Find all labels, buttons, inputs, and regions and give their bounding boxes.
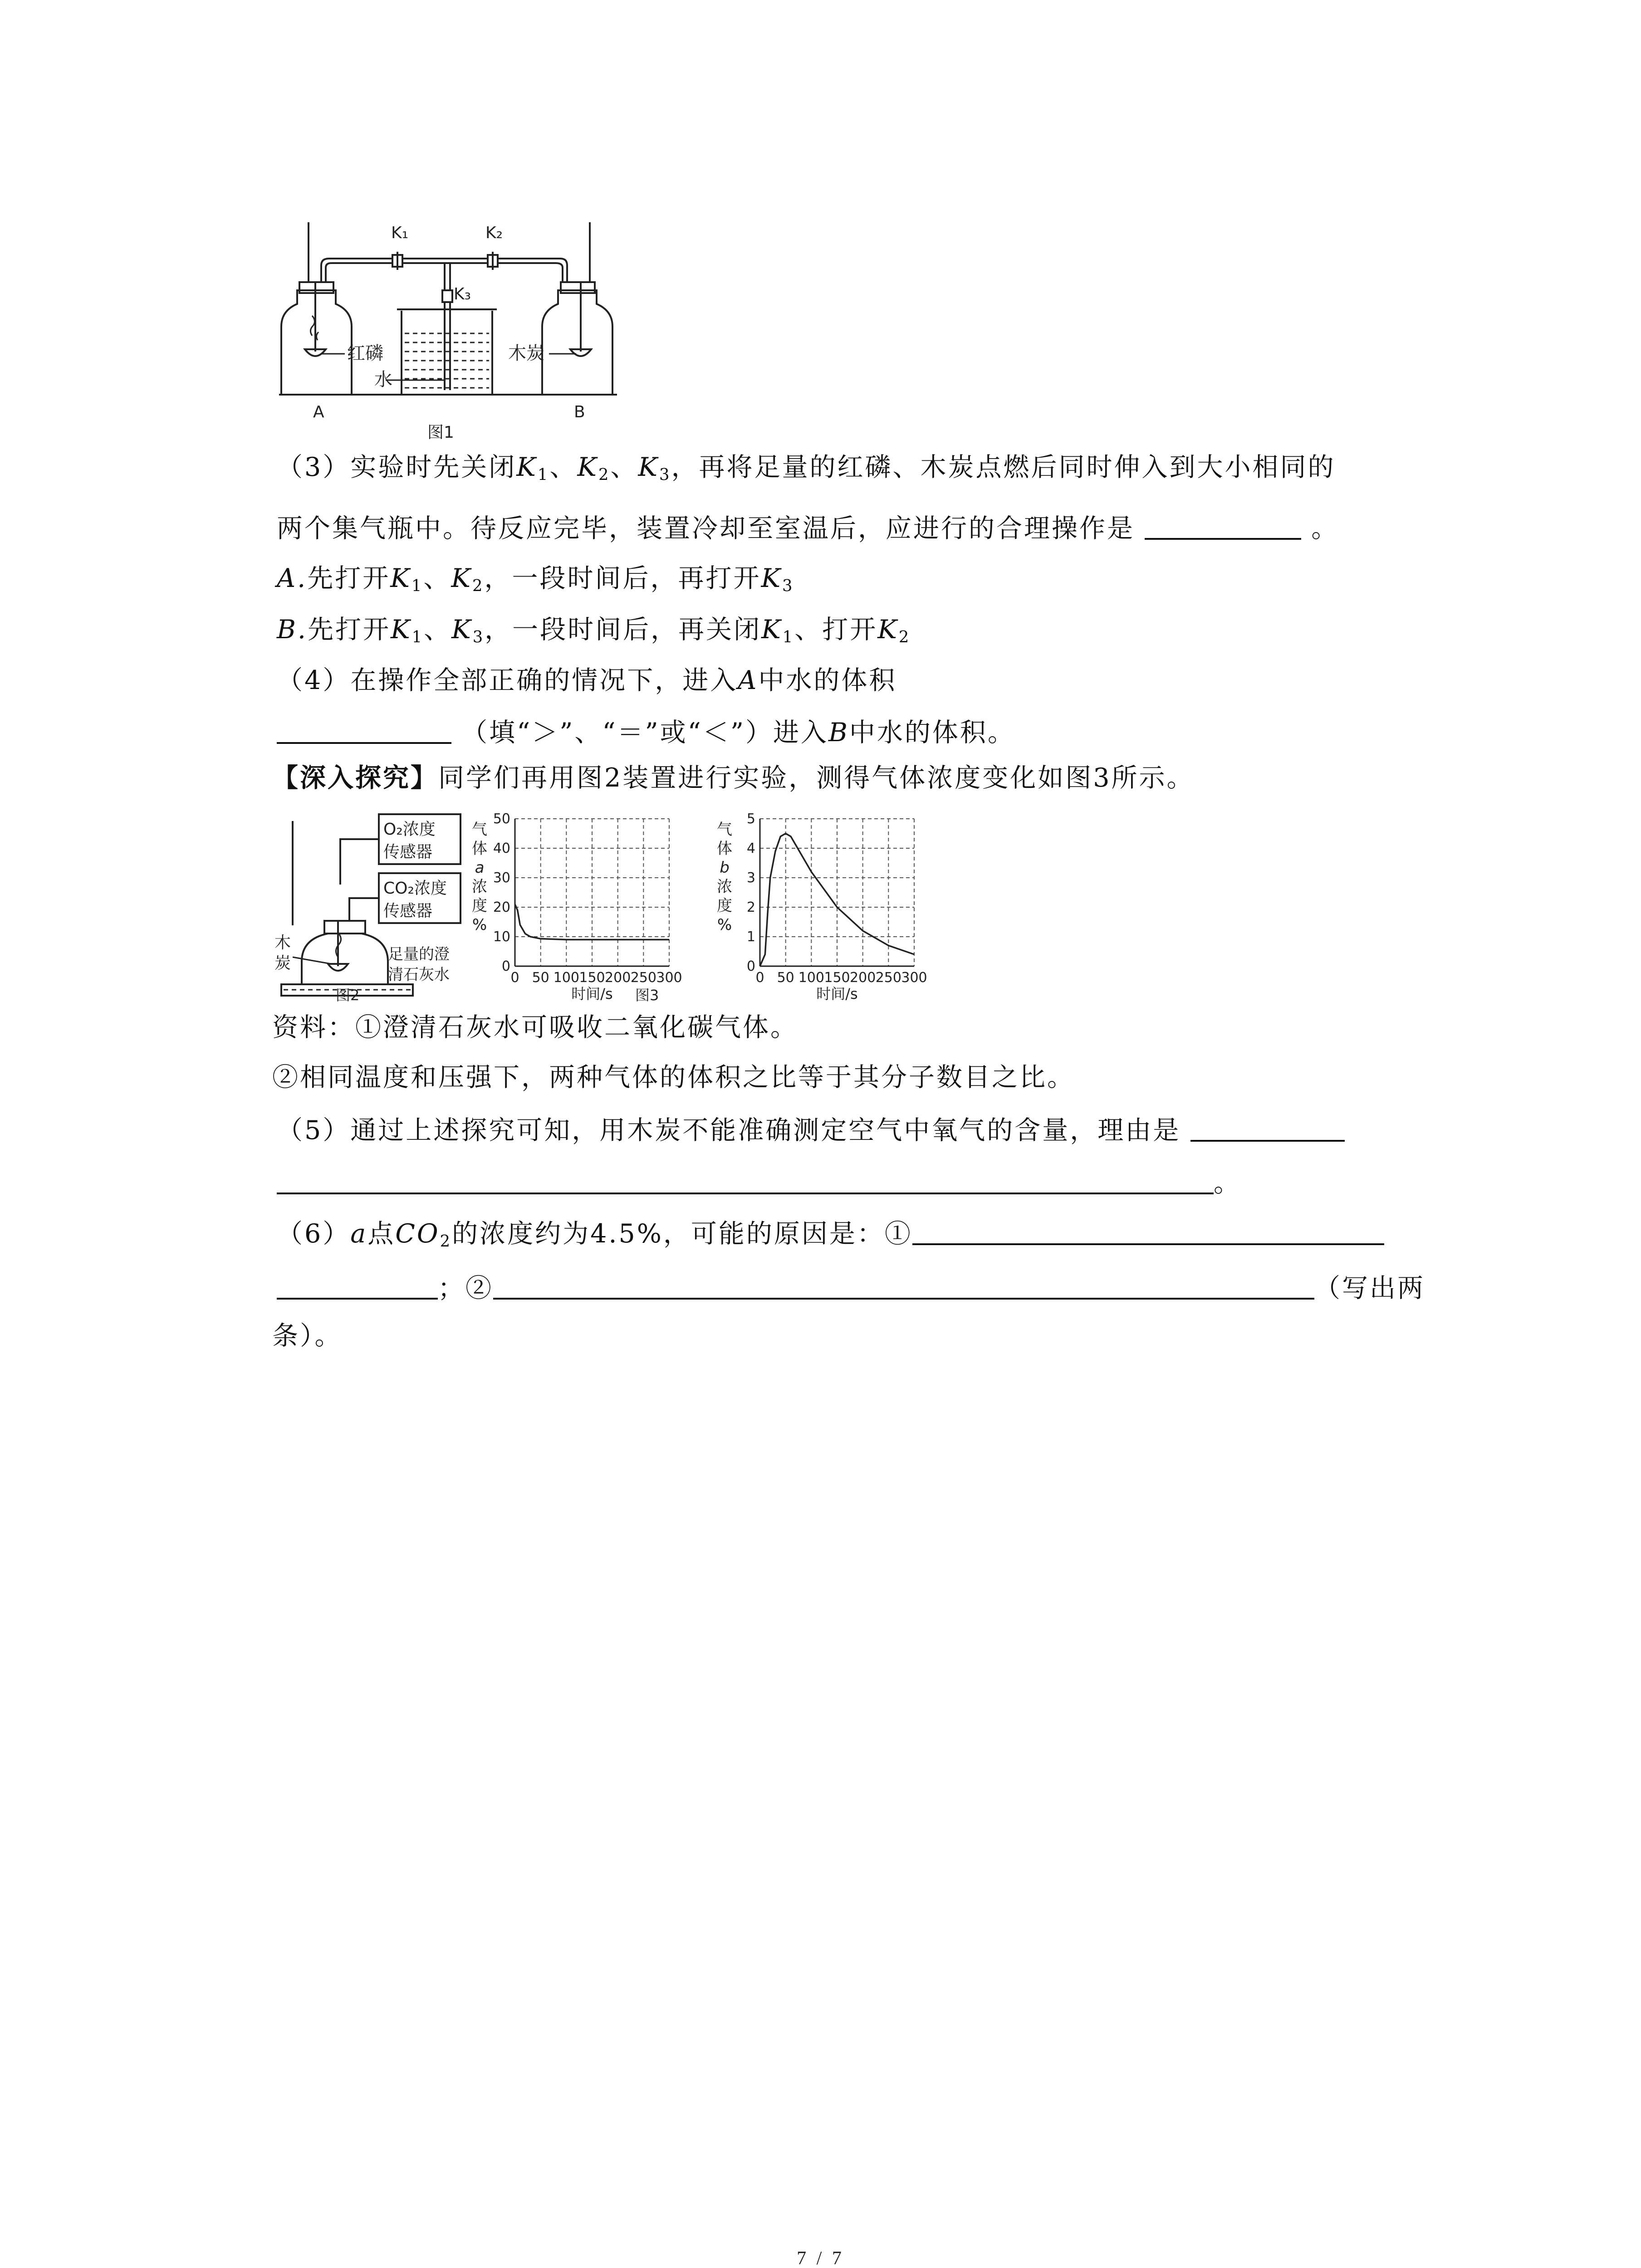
y-tick-label: 0 [501,958,510,974]
q6-text: （写出两 [1314,1273,1425,1303]
sep: 、 [549,452,578,482]
q4-line-1 [277,662,896,699]
k3-sub: 3 [782,576,794,595]
info-text-1: 资料：①澄清石灰水可吸收二氧化碳气体。 [272,1012,798,1042]
k2-var: K [451,563,472,593]
sep: 、 [423,563,451,593]
q5-answer-blank-1[interactable] [1190,1115,1345,1142]
y-tick-label: 5 [746,812,755,827]
info-line-2 [272,1059,1075,1095]
y-axis-label-char: a [475,859,485,877]
y-tick-label: 3 [746,870,755,886]
bottle-b-var: B [828,718,849,748]
y-axis-label-char: 浓 [472,878,487,896]
figure-2-caption: 图2 [336,987,360,1002]
water-label: 水 [374,369,392,390]
bottle-b [542,290,612,395]
option-a-text: 先打开 [307,563,391,593]
k2-var: K [877,615,899,645]
k1-sub: 1 [411,576,424,595]
k2-var: K [577,452,598,482]
y-axis-label-char: % [472,916,487,934]
k1-var: K [390,563,411,593]
y-tick-label: 50 [493,812,510,827]
bottle-b-label: B [574,403,585,421]
y-axis-label-char: 度 [472,897,487,915]
x-tick-label: 50 [532,970,549,986]
q4-line-2 [277,714,1015,751]
sep: 、 [424,615,452,645]
y-tick-label: 0 [746,958,755,974]
figure-1-apparatus [272,213,617,449]
k3-var: K [451,615,473,645]
chart-a [472,812,682,1002]
figure-3-caption: 图3 [635,987,659,1002]
x-tick-label: 150 [824,970,850,986]
point-a-var: a [350,1219,368,1249]
x-tick-label: 250 [875,970,901,986]
q5-text: （5）通过上述探究可知，用木炭不能准确测定空气中氧气的含量，理由是 [277,1115,1181,1145]
bottle-a-label: A [313,403,324,421]
stopper [324,921,365,934]
stopper-a [299,282,333,293]
x-tick-label: 0 [510,970,519,986]
co2-sensor-label-2: 传感器 [383,902,433,920]
k2-sub: 2 [472,576,485,595]
charcoal-label-2: 炭 [274,954,291,973]
option-b-text: ，一段时间后，再关闭 [485,615,762,645]
y-axis-label-char: 体 [717,840,732,858]
chart-b [717,812,927,1002]
q4-text: （填“＞”、“＝”或“＜”）进入 [461,718,828,748]
q6-text: （6） [277,1219,351,1249]
k1-label: K₁ [391,224,409,242]
o2-sensor-label-2: 传感器 [383,843,433,861]
k3-var: K [761,563,783,593]
q6-text: 条）。 [272,1321,343,1351]
figure-3-charts [470,812,969,1002]
k3-sub: 3 [472,627,485,646]
y-axis-label-char: 度 [717,897,732,915]
q4-text: 中水的体积 [758,665,897,695]
y-tick-label: 2 [746,899,755,915]
limewater-label-1: 足量的澄 [388,945,450,963]
q6-answer-blank-2[interactable] [493,1273,1314,1300]
o2-sensor-label-1: O₂浓度 [383,820,436,839]
y-axis-label-char: % [717,916,732,934]
co2-sub: 2 [440,1232,452,1251]
q6-answer-blank-1[interactable] [912,1219,1384,1245]
y-tick-label: 20 [493,899,510,915]
y-axis-label-char: 气 [717,821,732,839]
charcoal-label-1: 木 [274,934,291,952]
y-axis-label-char: 气 [472,821,487,839]
option-a-text: ，一段时间后，再打开 [484,563,761,593]
q6-text: ；② [438,1273,493,1303]
k1-sub: 1 [537,465,550,484]
deep-exploration-line [272,760,1195,796]
q5-line-1 [277,1112,1345,1149]
sep: 、 [610,452,638,482]
q3-option-b [277,611,911,655]
k3-var: K [638,452,660,482]
y-axis-label-char: 浓 [717,878,732,896]
x-tick-label: 300 [901,970,927,986]
q5-end: 。 [1214,1168,1241,1198]
x-tick-label: 200 [850,970,876,986]
k1-var: K [391,615,412,645]
info-line-1 [272,1009,798,1046]
red-phosphorus-label: 红磷 [347,343,383,364]
option-b-text: 、打开 [794,615,878,645]
q3-option-a [277,560,794,604]
q6-line-3 [272,1318,343,1354]
k3-sub: 3 [659,465,671,484]
co2-sensor-label-1: CO₂浓度 [383,879,447,898]
x-tick-label: 150 [579,970,605,986]
q4-text: （4）在操作全部正确的情况下，进入 [277,665,738,695]
k1-sub: 1 [782,627,795,646]
k2-label: K₂ [485,224,503,242]
charcoal-label: 木炭 [508,343,544,364]
q5-answer-blank-2[interactable] [277,1168,1214,1194]
y-axis-label-char: 体 [472,840,487,858]
deep-exploration-text: 同学们再用图2装置进行实验，测得气体浓度变化如图3所示。 [438,763,1195,793]
k1-var: K [516,452,538,482]
k1-sub: 1 [411,627,424,646]
co2-var: CO [395,1219,440,1249]
q3-answer-blank[interactable] [1145,513,1301,540]
q3-text: （3）实验时先关闭 [277,452,517,482]
k3-label: K₃ [454,285,471,303]
y-tick-label: 40 [493,841,510,856]
q6-line-2 [277,1270,1425,1306]
x-tick-label: 100 [553,970,579,986]
q3-text: ，再将足量的红磷、木炭点燃后同时伸入到大小相同的 [671,452,1336,482]
q6-line-1 [277,1216,1384,1260]
y-tick-label: 10 [493,929,510,945]
q4-text: 中水的体积。 [849,718,1015,748]
k1-var: K [761,615,783,645]
k2-sub: 2 [598,465,611,484]
option-a-label: A. [277,563,308,593]
y-axis-label-char: b [720,859,730,877]
y-tick-label: 4 [746,841,755,856]
q4-answer-blank[interactable] [277,718,451,744]
limewater-label-2: 清石灰水 [388,966,450,984]
option-b-label: B. [277,615,308,645]
page-number: 7 / 7 [797,2248,844,2268]
deep-exploration-heading: 【深入探究】 [272,763,438,793]
q3-text: 两个集气瓶中。待反应完毕，装置冷却至室温后，应进行的合理操作是 [277,513,1135,543]
option-b-text: 先打开 [308,615,391,645]
x-tick-label: 0 [755,970,764,986]
bottle-a-var: A [738,665,759,695]
q5-line-2 [277,1165,1241,1201]
stopper-b [561,282,595,293]
x-tick-label: 200 [605,970,631,986]
info-text-2: ②相同温度和压强下，两种气体的体积之比等于其分子数目之比。 [272,1062,1075,1092]
x-axis-label: 时间/s [816,985,858,1002]
y-tick-label: 30 [493,870,510,886]
q6-answer-blank-1b[interactable] [277,1273,438,1300]
figure-2-apparatus [274,812,465,1002]
q3-end: 。 [1311,513,1339,543]
q3-line-2 [277,510,1339,547]
q3-line-1 [277,449,1336,493]
bottle-a [281,290,352,395]
k2-sub: 2 [898,627,911,646]
figure-1-caption: 图1 [427,423,454,442]
x-tick-label: 100 [798,970,824,986]
q6-text: 的浓度约为4.5%，可能的原因是：① [452,1219,912,1249]
y-tick-label: 1 [746,929,755,945]
x-tick-label: 250 [630,970,656,986]
x-tick-label: 300 [656,970,682,986]
x-tick-label: 50 [777,970,794,986]
q6-text: 点 [367,1219,396,1249]
x-axis-label: 时间/s [571,985,613,1002]
